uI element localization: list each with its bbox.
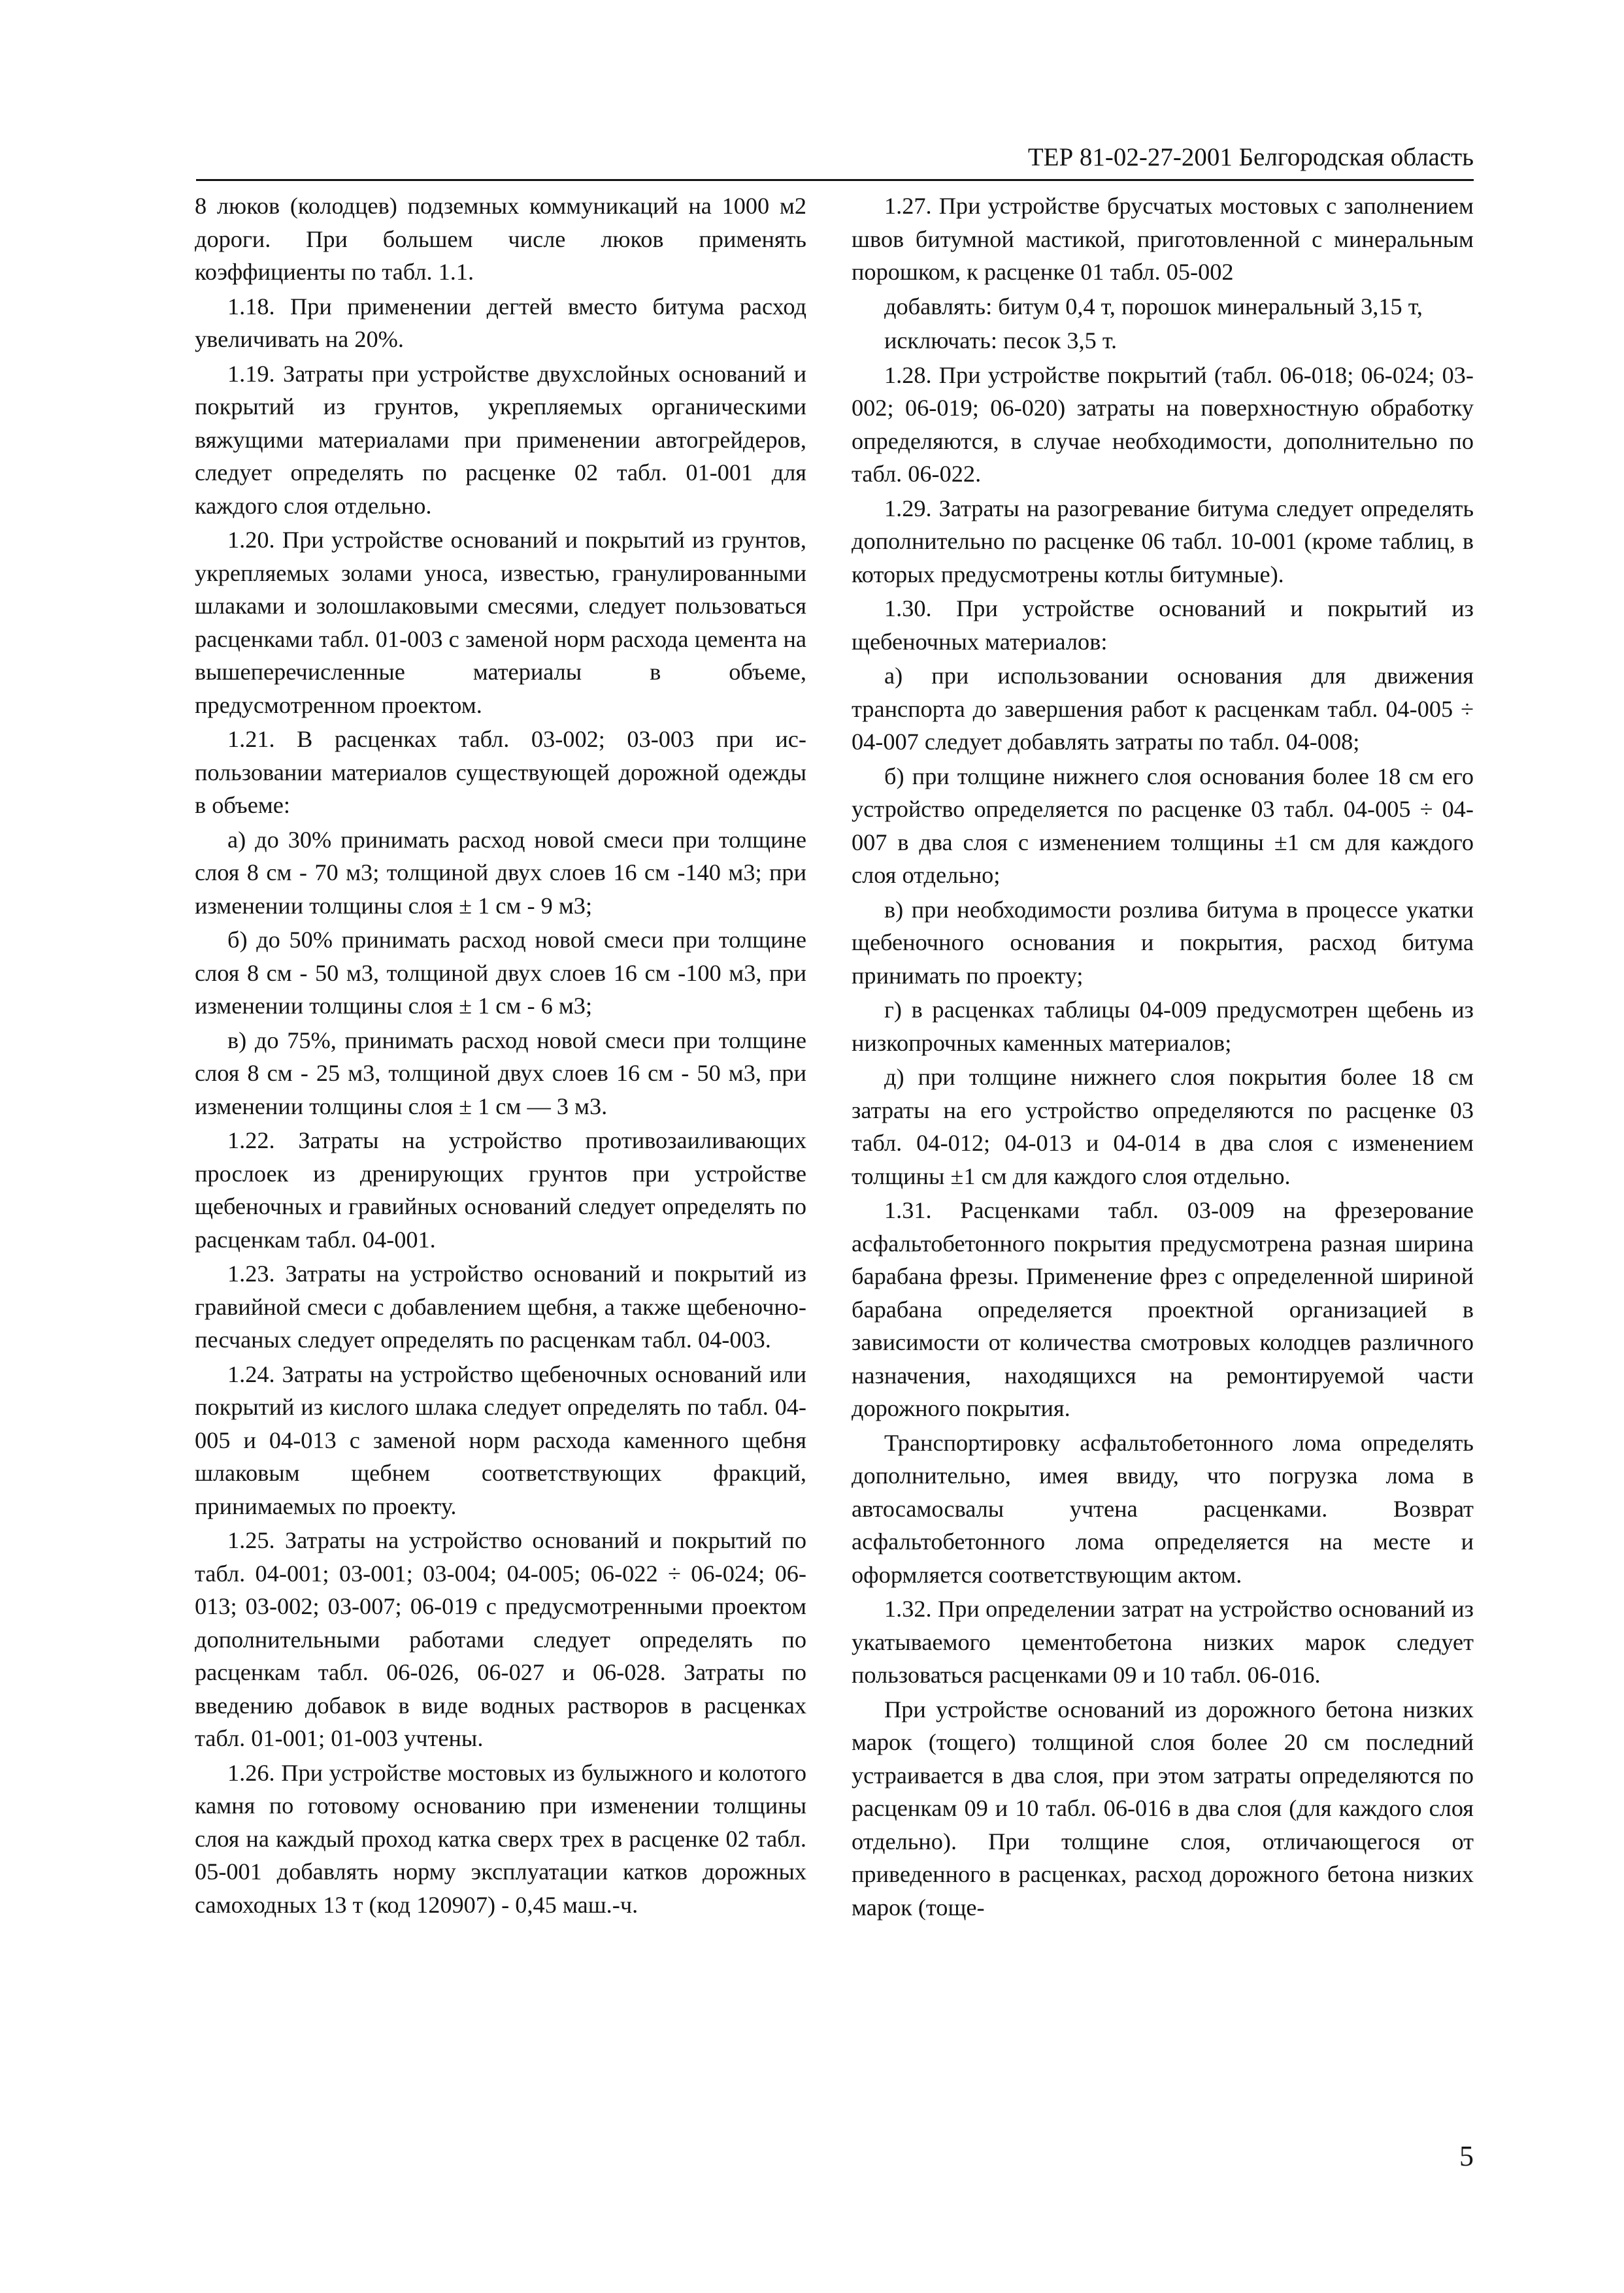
page-number: 5 (1459, 2140, 1474, 2172)
paragraph-p1-21b: б) до 50% принимать расход новой смеси при толщине слоя 8 см - 50 м3, толщиной двух слоев 16 см -100 м3, при изменении толщины слоя ± 1 см - 6 м3; (195, 927, 806, 1019)
paragraph-p1-32-concrete: При устройстве оснований из дорожного бетона низких марок (тощего) толщиной слоя более 20 см последний устраивается в два слоя, при этом затраты определяются по расценкам 09 и 10 табл. 06-016 в два слоя (для каждого слоя отдельно). При толщине слоя, отличающегося от приведенного в расценках, расход дорожного бетона низких марок (тоще- (852, 1696, 1474, 1921)
paragraph-p1-20: 1.20. При устройстве оснований и покрытий из грунтов, укрепляемых золами уноса, известью, гранулированными шлаками и золошлаковыми смесями, следует пользоваться расценками табл. 01-003 с заменой норм расхода цемента на вышеперечисленные материалы в объеме, предусмотренном проектом. (195, 527, 806, 718)
header-rule (196, 179, 1474, 181)
paragraph-p1-30: 1.30. При устройстве оснований и покрытий из щебеночных материалов: (852, 595, 1474, 655)
paragraph-p1-32: 1.32. При определении затрат на устройство оснований из укатываемого цементобетона низких марок следует пользоваться расценками 09 и 10 табл. 06-016. (852, 1596, 1474, 1688)
paragraph-p1-25: 1.25. Затраты на устройство оснований и покрытий по табл. 04-001; 03-001; 03-004; 04-005; 06-022 ÷ 06-024; 06-013; 03-002; 03-007; 06-019 с предусмотренными проектом дополнительными работами следует определять по расценкам табл. 06-026, 06-027 и 06-028. Затраты по введению добавок в виде водных растворов в расценках табл. 01-001; 01-003 учтены. (195, 1527, 806, 1751)
paragraph-p1-29: 1.29. Затраты на разогревание битума следует определять дополнительно по расценке 06 табл. 10-001 (кроме таблиц, в которых предусмотрены котлы битумные). (852, 495, 1474, 587)
running-header: ТЕР 81-02-27-2001 Белгородская область (1027, 143, 1474, 171)
paragraph-p1-30e: д) при толщине нижнего слоя покрытия более 18 см затраты на его устройство определяются по расценке 03 табл. 04-012; 04-013 и 04-014 в два слоя с изменением толщины ±1 см для каждого слоя отдельно. (852, 1064, 1474, 1189)
paragraph-p1-27-add: добавлять: битум 0,4 т, порошок минеральный 3,15 т, (884, 293, 1423, 320)
paragraph-p1-30b: б) при толщине нижнего слоя основания более 18 см его устройство определяется по расценке 03 табл. 04-005 ÷ 04-007 в два слоя с изменением толщины ±1 см для каждого слоя отдельно; (852, 763, 1474, 888)
paragraph-p1-24: 1.24. Затраты на устройство щебеночных оснований или покрытий из кислого шлака следует определять по табл. 04-005 и 04-013 с заменой норм расхода каменного щебня шлаковым щебнем соответствующих фракций, принимаемых по проекту. (195, 1361, 806, 1519)
paragraph-p1-21a: а) до 30% принимать расход новой смеси при толщине слоя 8 см - 70 м3; толщиной двух слоев 16 см -140 м3; при изменении толщины слоя ± 1 см - 9 м3; (195, 826, 806, 919)
paragraph-p1-30c: в) при необходимости розлива битума в процессе укатки щебеночного основания и покрытия, расход битума принимать по проекту; (852, 896, 1474, 989)
paragraph-p1-23: 1.23. Затраты на устройство оснований и покрытий из гравийной смеси с добавлением щебня, а также щебеночно-песчаных следует определять по расценкам табл. 04-003. (195, 1261, 806, 1353)
paragraph-p1-17-cont: 8 люков (колодцев) подземных коммуникаций на 1000 м2 дороги. При большем числе люков применять коэффициенты по табл. 1.1. (195, 193, 806, 285)
paragraph-p1-27-excl: исключать: песок 3,5 т. (884, 327, 1118, 354)
left-text-column (195, 190, 806, 1922)
right-text-column (852, 190, 1474, 1925)
paragraph-p1-30a: а) при использовании основания для движения транспорта до завершения работ к расценкам табл. 04-005 ÷ 04-007 следует добавлять затраты по табл. 04-008; (852, 663, 1474, 755)
paragraph-p1-30d: г) в расценках таблицы 04-009 предусмотрен щебень из низкопрочных каменных материалов; (852, 997, 1474, 1056)
paragraph-p1-31-transport: Транспортировку асфальтобетонного лома определять дополнительно, имея ввиду, что погрузка лома в автосамосвалы учтена расценками. Возврат асфальтобетонного лома определяется на месте и оформляется соответствующим актом. (852, 1429, 1474, 1588)
paragraph-p1-27: 1.27. При устройстве брусчатых мостовых с заполнением швов битумной мастикой, приготовленной с минеральным порошком, к расценке 01 табл. 05-002 (852, 193, 1474, 285)
paragraph-p1-21: 1.21. В расценках табл. 03-002; 03-003 при использовании материалов существующей дорожной одежды в объеме: (195, 726, 806, 818)
paragraph-p1-19: 1.19. Затраты при устройстве двухслойных оснований и покрытий из грунтов, укрепляемых органическими вяжущими материалами при применении автогрейдеров, следует определять по расценке 02 табл. 01-001 для каждого слоя отдельно. (195, 360, 806, 519)
paragraph-p1-18: 1.18. При применении дегтей вместо битума расход увеличивать на 20%. (195, 293, 806, 352)
paragraph-p1-28: 1.28. При устройстве покрытий (табл. 06-018; 06-024; 03-002; 06-019; 06-020) затраты на поверхностную обработку определяются, в случае необходимости, дополнительно по табл. 06-022. (852, 361, 1474, 487)
paragraph-p1-31: 1.31. Расценками табл. 03-009 на фрезерование асфальтобетонного покрытия предусмотрена разная ширина барабана фрезы. Применение фрез с определенной шириной барабана определяется проектной организацией в зависимости от количества смотровых колодцев различного назначения, находящихся на ремонтируемой части дорожного покрытия. (852, 1197, 1474, 1421)
paragraph-p1-26: 1.26. При устройстве мостовых из булыжного и колотого камня по готовому основанию при изменении толщины слоя на каждый проход катка сверх трех в расценке 02 табл. 05-001 добавлять норму эксплуатации катков дорожных самоходных 13 т (код 120907) - 0,45 маш.-ч. (195, 1759, 806, 1918)
paragraph-p1-21c: в) до 75%, принимать расход новой смеси при толщине слоя 8 см - 25 м3, толщиной двух слоев 16 см - 50 м3, при изменении толщины слоя ± 1 см — 3 м3. (195, 1027, 806, 1119)
paragraph-p1-22: 1.22. Затраты на устройство противозаиливающих прослоек из дренирующих грунтов при устройстве щебеночных и гравийных оснований следует определять по расценкам табл. 04-001. (195, 1127, 806, 1253)
